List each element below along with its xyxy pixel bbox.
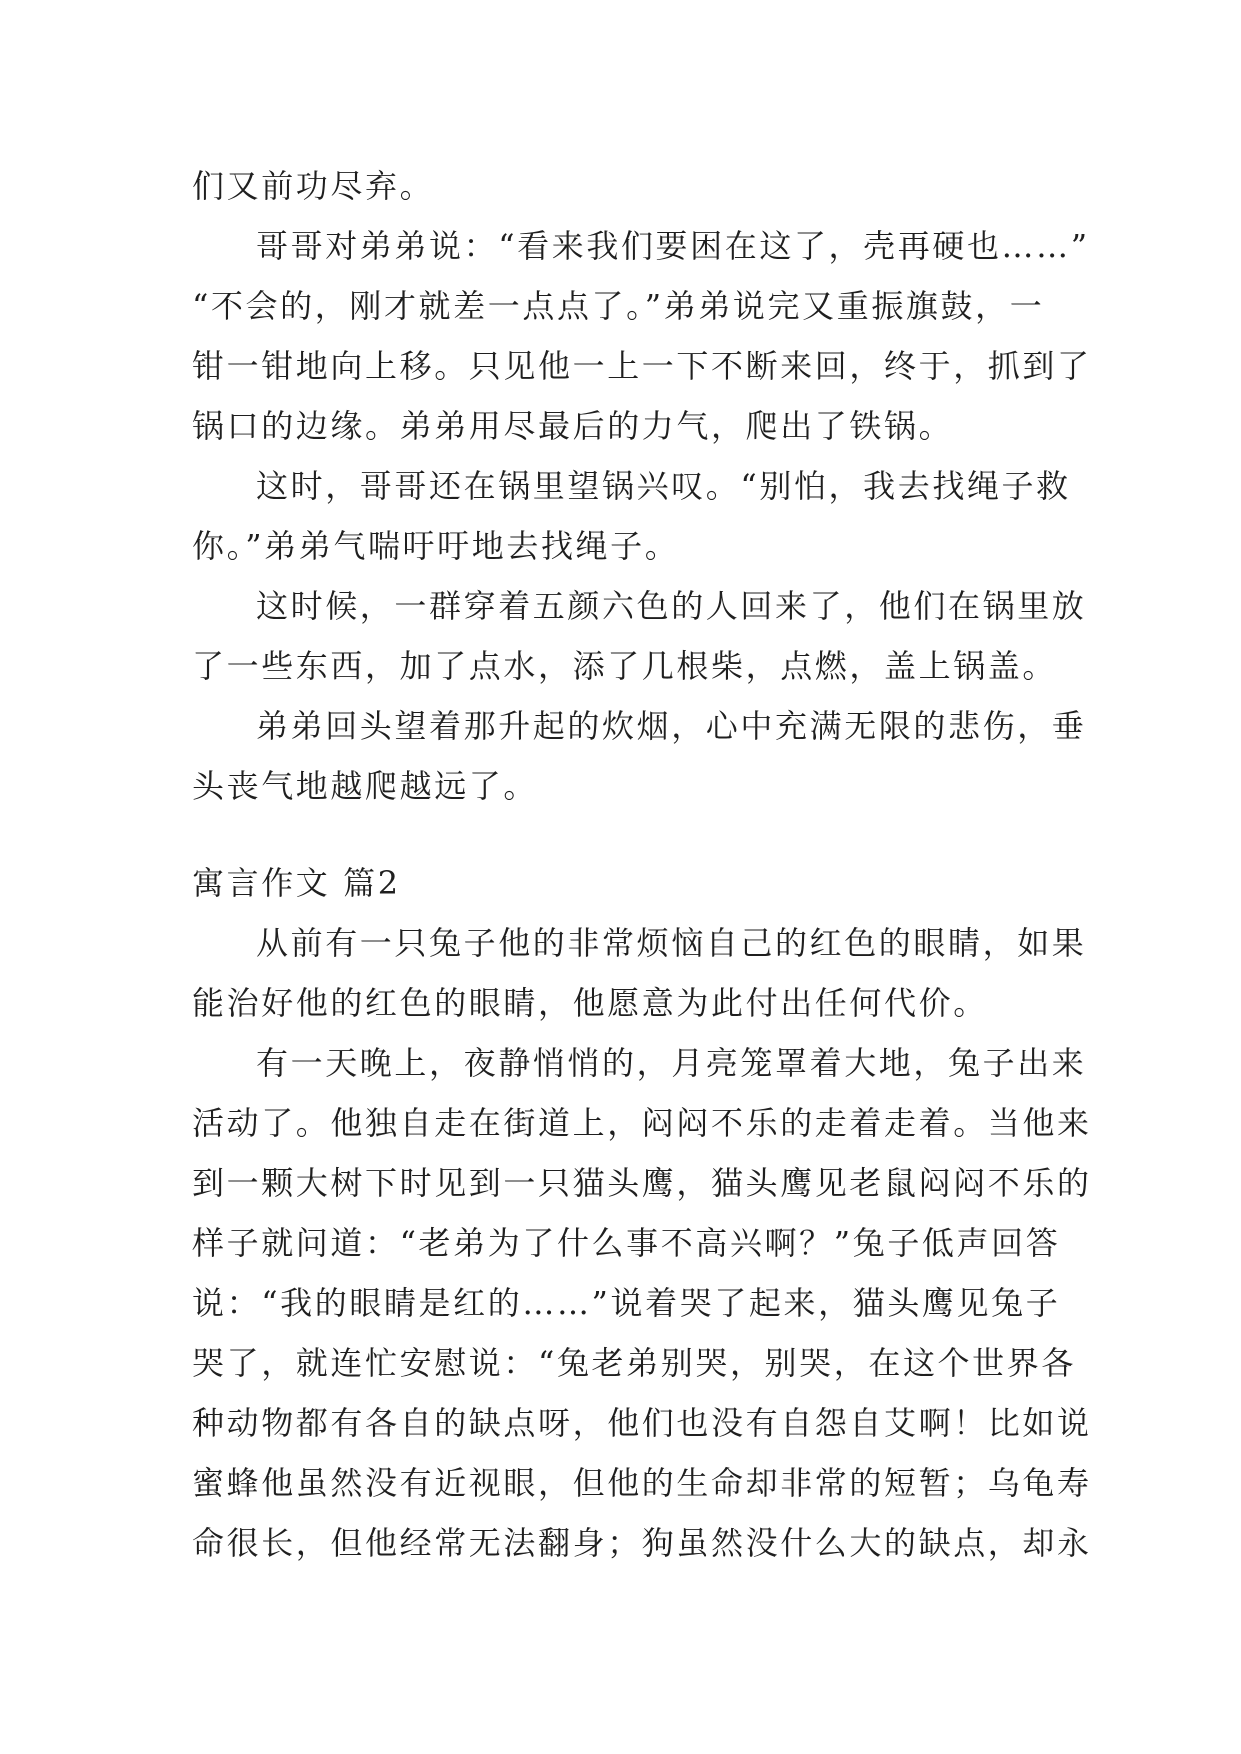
paragraph-line: 弟弟回头望着那升起的炊烟，心中充满无限的悲伤，垂 [256, 707, 1087, 745]
paragraph-line: 钳一钳地向上移。只见他一上一下不断来回，终于，抓到了 [192, 347, 1092, 385]
story-section-2 [192, 853, 1092, 1573]
paragraph-line: 这时候，一群穿着五颜六色的人回来了，他们在锅里放 [256, 587, 1087, 625]
paragraph-line: 命很长，但他经常无法翻身；狗虽然没什么大的缺点，却永 [192, 1524, 1092, 1562]
story-continuation [192, 156, 1092, 816]
paragraph-line: 你。”弟弟气喘吁吁地去找绳子。 [192, 527, 680, 565]
paragraph-line: 们又前功尽弃。 [192, 167, 435, 205]
paragraph-line: 哭了，就连忙安慰说：“兔老弟别哭，别哭，在这个世界各 [192, 1344, 1076, 1382]
paragraph-line: 哥哥对弟弟说：“看来我们要困在这了，壳再硬也……” [256, 227, 1090, 265]
paragraph-line: 种动物都有各自的缺点呀，他们也没有自怨自艾啊！比如说 [192, 1404, 1092, 1442]
paragraph-line: 有一天晚上，夜静悄悄的，月亮笼罩着大地，兔子出来 [256, 1044, 1087, 1082]
paragraph-line: 到一颗大树下时见到一只猫头鹰，猫头鹰见老鼠闷闷不乐的 [192, 1164, 1092, 1202]
paragraph-line: 样子就问道：“老弟为了什么事不高兴啊？”兔子低声回答 [192, 1224, 1061, 1262]
paragraph-line: 从前有一只兔子他的非常烦恼自己的红色的眼睛，如果 [256, 924, 1087, 962]
paragraph-line: 活动了。他独自走在街道上，闷闷不乐的走着走着。当他来 [192, 1104, 1092, 1142]
paragraph-line: 能治好他的红色的眼睛，他愿意为此付出任何代价。 [192, 984, 988, 1022]
paragraph-line: 头丧气地越爬越远了。 [192, 767, 539, 805]
paragraph-line: “不会的，刚才就差一点点了。”弟弟说完又重振旗鼓，一 [192, 287, 1045, 325]
paragraph-line: 蜜蜂他虽然没有近视眼，但他的生命却非常的短暂；乌龟寿 [192, 1464, 1092, 1502]
paragraph-line: 锅口的边缘。弟弟用尽最后的力气，爬出了铁锅。 [192, 407, 954, 445]
paragraph-line: 说：“我的眼睛是红的……”说着哭了起来，猫头鹰见兔子 [192, 1284, 1061, 1322]
section-heading: 寓言作文 篇2 [192, 864, 401, 902]
paragraph-line: 这时，哥哥还在锅里望锅兴叹。“别怕，我去找绳子救 [256, 467, 1071, 505]
paragraph-line: 了一些东西，加了点水，添了几根柴，点燃，盖上锅盖。 [192, 647, 1058, 685]
